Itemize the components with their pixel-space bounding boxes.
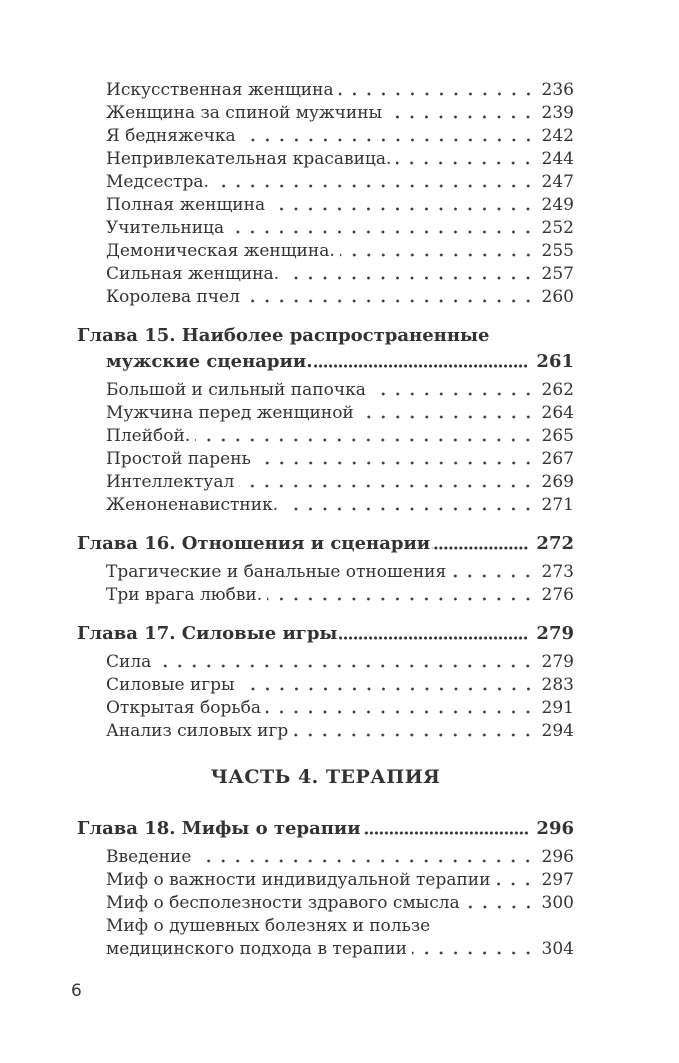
toc-item-title: Три врага любви. bbox=[106, 585, 263, 605]
toc-item-title: Демоническая женщина. bbox=[106, 241, 335, 261]
toc-item-page: 239 bbox=[541, 103, 574, 123]
dot-leader bbox=[430, 531, 536, 557]
toc-item-page: 244 bbox=[541, 149, 574, 169]
toc-item bbox=[77, 240, 574, 263]
toc-item-page: 252 bbox=[541, 218, 574, 238]
toc-item bbox=[77, 263, 574, 286]
toc-item bbox=[77, 584, 574, 607]
toc-item-page: 265 bbox=[541, 426, 574, 446]
toc-chapter bbox=[77, 349, 574, 375]
toc-chapter-page: 279 bbox=[536, 623, 574, 644]
toc-item bbox=[77, 651, 574, 674]
toc-item bbox=[77, 938, 574, 961]
toc-item-title: Миф о бесполезности здравого смысла bbox=[106, 893, 460, 913]
toc-item-title-line: Миф о душевных болезнях и пользе bbox=[106, 916, 431, 936]
toc-item-title: Открытая борьба bbox=[106, 698, 262, 718]
toc-item bbox=[77, 379, 574, 402]
dot-leader bbox=[278, 494, 541, 517]
dot-leader bbox=[391, 148, 541, 171]
dot-leader bbox=[354, 402, 542, 425]
toc-item-title: медицинского подхода в терапии bbox=[106, 939, 407, 959]
dot-leader bbox=[312, 349, 536, 375]
toc-item-title: Силовые игры bbox=[106, 675, 235, 695]
toc-item-page: 267 bbox=[541, 449, 574, 469]
toc-chapter-title: Глава 18. Мифы о терапии bbox=[77, 818, 361, 839]
toc-item bbox=[77, 217, 574, 240]
dot-leader bbox=[261, 697, 542, 720]
dot-leader bbox=[361, 816, 537, 842]
page-number: 6 bbox=[71, 981, 82, 1001]
toc-item-page: 296 bbox=[541, 847, 574, 867]
toc-item-page: 262 bbox=[541, 380, 574, 400]
toc-item bbox=[77, 286, 574, 309]
toc-item bbox=[77, 402, 574, 425]
toc-item-page: 249 bbox=[541, 195, 574, 215]
toc-item-title: Большой и сильный папочка bbox=[106, 380, 366, 400]
toc-item bbox=[77, 425, 574, 448]
dot-leader bbox=[407, 938, 542, 961]
toc-item-title: Сила bbox=[106, 652, 152, 672]
dot-leader bbox=[334, 79, 542, 102]
dot-leader bbox=[190, 425, 541, 448]
toc-item-title: Женщина за спиной мужчины bbox=[106, 103, 383, 123]
toc-item bbox=[77, 892, 574, 915]
toc-item bbox=[77, 869, 574, 892]
toc-item-title: Плейбой. bbox=[106, 426, 191, 446]
toc-item-page: 236 bbox=[541, 80, 574, 100]
toc-chapter-title-line: Глава 15. Наиболее распространенные bbox=[77, 325, 490, 346]
toc-chapter bbox=[77, 531, 574, 557]
toc-item-title: Введение bbox=[106, 847, 192, 867]
toc-item-page: 257 bbox=[541, 264, 574, 284]
toc-item-title: Миф о важности индивидуальной терапии bbox=[106, 870, 491, 890]
toc-item-title: Сильная женщина. bbox=[106, 264, 280, 284]
toc-chapter-page: 272 bbox=[536, 533, 574, 554]
dot-leader bbox=[236, 125, 542, 148]
toc-chapter-title: Глава 17. Силовые игры bbox=[77, 623, 338, 644]
dot-leader bbox=[382, 102, 541, 125]
toc-item bbox=[77, 697, 574, 720]
toc-item-title: Учительница bbox=[106, 218, 225, 238]
toc-item bbox=[77, 846, 574, 869]
toc-item bbox=[77, 448, 574, 471]
toc-item bbox=[77, 674, 574, 697]
dot-leader bbox=[209, 171, 542, 194]
toc-item-page: 276 bbox=[541, 585, 574, 605]
toc-item bbox=[77, 125, 574, 148]
toc-item-page: 255 bbox=[541, 241, 574, 261]
dot-leader bbox=[279, 263, 542, 286]
dot-leader bbox=[234, 471, 541, 494]
toc-item-title: Простой парень bbox=[106, 449, 251, 469]
toc-item bbox=[77, 471, 574, 494]
toc-chapter bbox=[77, 621, 574, 647]
toc-chapter-page: 261 bbox=[536, 351, 574, 372]
toc-item-page: 279 bbox=[541, 652, 574, 672]
toc-item-title: Я бедняжечка bbox=[106, 126, 236, 146]
dot-leader bbox=[366, 379, 542, 402]
dot-leader bbox=[265, 194, 541, 217]
toc-item-page: 242 bbox=[541, 126, 574, 146]
dot-leader bbox=[288, 720, 541, 743]
toc-item-title: Мужчина перед женщиной bbox=[106, 403, 354, 423]
toc-item-page: 297 bbox=[541, 870, 574, 890]
toc-item-page: 283 bbox=[541, 675, 574, 695]
dot-leader bbox=[224, 217, 541, 240]
toc-item-page: 269 bbox=[541, 472, 574, 492]
dot-leader bbox=[151, 651, 541, 674]
toc-item-page: 273 bbox=[541, 562, 574, 582]
part-heading: ЧАСТЬ 4. ТЕРАПИЯ bbox=[210, 766, 441, 788]
toc-item-title: Анализ силовых игр bbox=[106, 721, 289, 741]
toc-item bbox=[77, 494, 574, 517]
dot-leader bbox=[490, 869, 541, 892]
toc-item-title: Трагические и банальные отношения bbox=[106, 562, 447, 582]
toc-item-page: 291 bbox=[541, 698, 574, 718]
toc-item-page: 264 bbox=[541, 403, 574, 423]
toc-item bbox=[77, 194, 574, 217]
toc-item-page: 300 bbox=[541, 893, 574, 913]
toc-item bbox=[77, 148, 574, 171]
toc-item-title: Женоненавистник. bbox=[106, 495, 279, 515]
dot-leader bbox=[335, 240, 542, 263]
dot-leader bbox=[446, 561, 541, 584]
toc-item bbox=[77, 171, 574, 194]
toc-item bbox=[77, 102, 574, 125]
toc-item-title: Интеллектуал bbox=[106, 472, 235, 492]
toc-item bbox=[77, 561, 574, 584]
dot-leader bbox=[460, 892, 542, 915]
toc-item-page: 294 bbox=[541, 721, 574, 741]
dot-leader bbox=[240, 286, 542, 309]
toc-item-page: 247 bbox=[541, 172, 574, 192]
toc-item-title: Искусственная женщина bbox=[106, 80, 334, 100]
dot-leader bbox=[337, 621, 536, 647]
dot-leader bbox=[191, 846, 541, 869]
toc-chapter-page: 296 bbox=[536, 818, 574, 839]
dot-leader bbox=[262, 584, 541, 607]
toc-chapter-title: мужские сценарии. bbox=[106, 351, 313, 372]
toc-item-title: Непривлекательная красавица. bbox=[106, 149, 392, 169]
toc-item-title: Королева пчел bbox=[106, 287, 240, 307]
toc-chapter-title: Глава 16. Отношения и сценарии bbox=[77, 533, 431, 554]
toc-item-page: 260 bbox=[541, 287, 574, 307]
toc-item bbox=[77, 720, 574, 743]
table-of-contents bbox=[77, 79, 574, 961]
toc-chapter bbox=[77, 816, 574, 842]
toc-item-title: Полная женщина bbox=[106, 195, 266, 215]
toc-item-page: 271 bbox=[541, 495, 574, 515]
toc-item-page: 304 bbox=[541, 939, 574, 959]
dot-leader bbox=[251, 448, 542, 471]
dot-leader bbox=[235, 674, 542, 697]
toc-item bbox=[77, 79, 574, 102]
toc-item-title: Медсестра. bbox=[106, 172, 209, 192]
